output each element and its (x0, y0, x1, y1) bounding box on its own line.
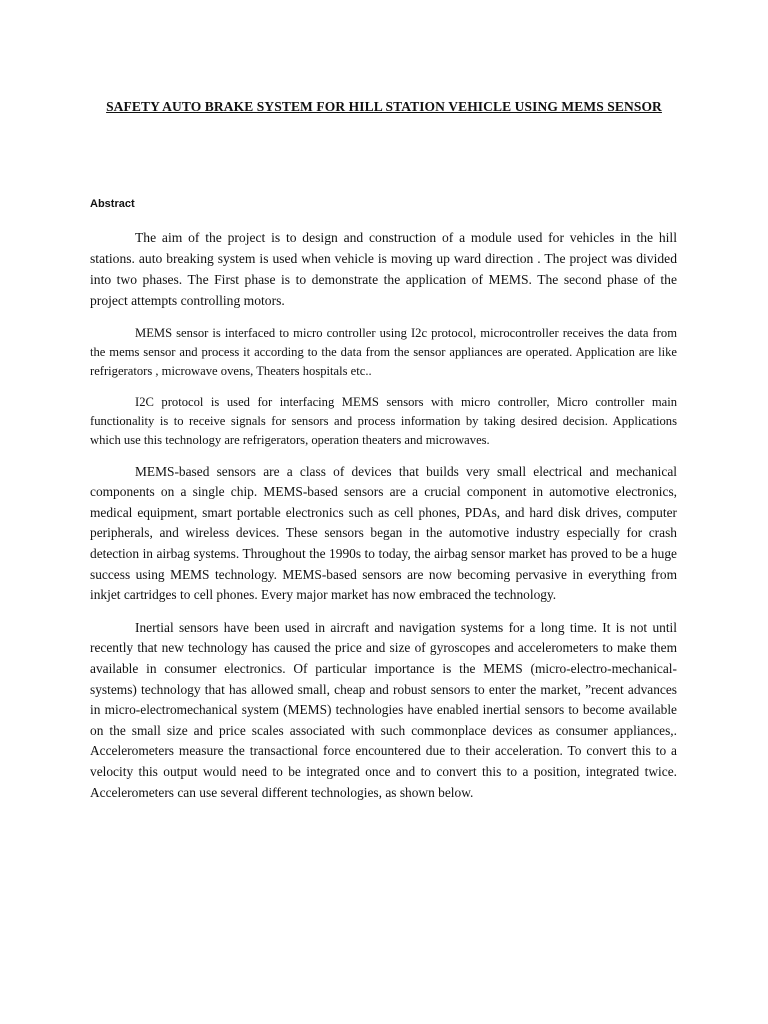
document-title: SAFETY AUTO BRAKE SYSTEM FOR HILL STATION VEHICLE USING MEMS SENSOR (106, 99, 662, 114)
abstract-paragraph-2: MEMS sensor is interfaced to micro controller using I2c protocol, microcontroller receives the data from the mems sensor and process it according to the data from the sensor appliances are operated. Application are like refrigerators , microwave ovens, Theaters hospitals etc.. (90, 325, 677, 378)
abstract-paragraph-3: I2C protocol is used for interfacing MEMS sensors with micro controller, Micro controller main functionality is to receive signals for sensors and process information by taking desired decision. Applications which use this technology are refrigerators, operation theaters and microwaves. (90, 394, 677, 447)
abstract-paragraph-4: MEMS-based sensors are a class of devices that builds very small electrical and mechanical components on a single chip. MEMS-based sensors are a crucial component in automotive electronics, medical equipment, smart portable electronics such as cell phones, PDAs, and hard disk drives, computer peripherals, and wireless devices. These sensors began in the automotive industry especially for crash detection in airbag systems. Throughout the 1990s to today, the airbag sensor market has proved to be a huge success using MEMS technology. MEMS-based sensors are now becoming pervasive in everything from inkjet cartridges to cell phones. Every major market has now embraced the technology. (90, 463, 677, 603)
abstract-paragraph-1: The aim of the project is to design and construction of a module used for vehicles in the hill stations. auto breaking system is used when vehicle is moving up ward direction . The project was divided into two phases. The First phase is to demonstrate the application of MEMS. The second phase of the project attempts controlling motors. (90, 230, 677, 308)
abstract-paragraph-5: Inertial sensors have been used in aircraft and navigation systems for a long time. It is not until recently that new technology has caused the price and size of gyroscopes and accelerometers to make them available in consumer electronics. Of particular importance is the MEMS (micro-electro-mechanical-systems) technology that has allowed small, cheap and robust sensors to enter the market, ”recent advances in micro-electromechanical system (MEMS) technologies have enabled inertial sensors to become available on the small size and price scales associated with such commonplace devices as consumer appliances,. Accelerometers measure the transactional force encountered due to their acceleration. To convert this to a velocity this output would need to be integrated once and to convert this to a position, integrated twice. Accelerometers can use several different technologies, as shown below. (90, 619, 677, 800)
abstract-heading: Abstract (90, 198, 135, 210)
abstract-body (90, 228, 677, 815)
